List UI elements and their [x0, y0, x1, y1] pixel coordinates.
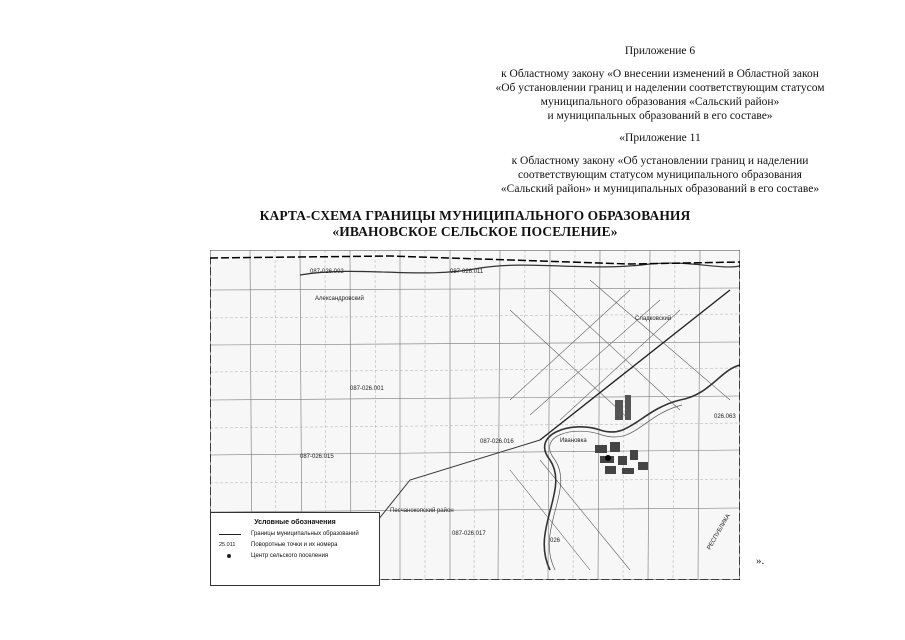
- map-legend: [210, 512, 380, 586]
- legend-points-label: Поворотные точки и их номера: [251, 542, 338, 548]
- closing-quote: ».: [756, 555, 765, 567]
- label-aleksandrovskiy: Александровский: [315, 296, 364, 302]
- legend-title: Условные обозначения: [254, 519, 336, 526]
- label-pt-7: 087-026.017: [452, 531, 486, 537]
- law-amend-line-4: и муниципальных образований в его составе»: [547, 110, 773, 122]
- law-amend-line-1: к Областному закону «О внесении изменений в Областной закон: [501, 68, 819, 80]
- law-amend-line-3: муниципального образования «Сальский район»: [540, 96, 780, 108]
- label-pt-4: 087-026.016: [480, 439, 514, 445]
- law-base-line-1: к Областному закону «Об установлении границ и наделении: [511, 155, 809, 167]
- legend-row-center: [219, 553, 371, 559]
- appendix-11-label: «Приложение 11: [619, 132, 701, 144]
- appendix-header: [440, 44, 880, 196]
- center-dot-icon: [227, 554, 231, 558]
- legend-boundary-label: Границы муниципальных образований: [251, 531, 359, 537]
- label-sladkovskiy: Сладковский: [635, 316, 672, 322]
- label-ivanovka: Ивановка: [560, 438, 587, 444]
- law-amend-line-2: «Об установлении границ и наделении соответствующим статусом: [495, 82, 825, 94]
- map-title-line-1: КАРТА-СХЕМА ГРАНИЦЫ МУНИЦИПАЛЬНОГО ОБРАЗОВАНИЯ: [259, 208, 691, 223]
- legend-points-symbol: 25.011: [219, 542, 236, 548]
- boundary-line-icon: [219, 534, 241, 535]
- label-pt-3: 087-026.001: [350, 386, 384, 392]
- map-title: [210, 208, 740, 240]
- label-peschanokopskiy: Песчанокопский район: [390, 508, 454, 514]
- label-pt-5: 087-026.015: [300, 454, 334, 460]
- label-pt-8: 026: [550, 538, 561, 544]
- label-pt-6: 026.063: [714, 414, 736, 420]
- appendix-6-label: Приложение 6: [624, 45, 696, 57]
- law-base-line-2: соответствующим статусом муниципального образования: [518, 169, 802, 181]
- law-base-line-3: «Сальский район» и муниципальных образований в его составе»: [500, 183, 820, 195]
- label-respublika: РЕСПУБЛИКА: [706, 513, 732, 551]
- settlement-center-dot: [605, 455, 611, 461]
- label-pt-1: 087-026.002: [310, 269, 344, 275]
- map-title-line-2: «ИВАНОВСКОЕ СЕЛЬСКОЕ ПОСЕЛЕНИЕ»: [332, 224, 618, 239]
- legend-center-label: Центр сельского поселения: [251, 553, 329, 559]
- label-pt-2: 087-026.011: [450, 269, 484, 275]
- legend-row-boundary: [219, 531, 371, 537]
- legend-row-points: [219, 542, 371, 548]
